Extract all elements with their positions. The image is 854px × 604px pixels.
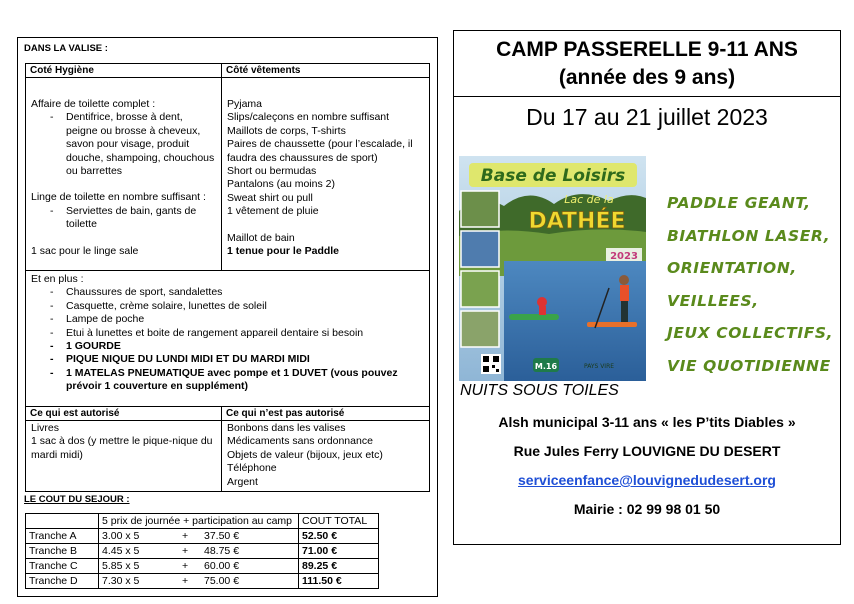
poster-sub: Lac de la [564,193,614,206]
sac-linge: 1 sac pour le linge sale [31,244,139,257]
tranche-total: 52.50 € [299,529,379,544]
cout-title: LE COUT DU SEJOUR : [24,494,130,505]
base-loisirs-poster [459,156,646,381]
tranche-total: 71.00 € [299,544,379,559]
camp-title-line2: (année des 9 ans) [558,66,736,89]
activity-item: VEILLEES, [667,291,759,310]
en-plus-bold-item: - PIQUE NIQUE DU LUNDI MIDI ET DU MARDI MIDI [31,353,425,366]
tranche-label: Tranche A [26,529,99,544]
non-autorise-line: Médicaments sans ordonnance [227,435,373,448]
col-total-header: COUT TOTAL [299,514,379,529]
col-prix-header: 5 prix de journée + participation au camp [99,514,299,529]
en-plus-item: - Chaussures de sport, sandalettes [31,286,425,299]
tranche-prix: 3.00 x 5 + 37.50 € [99,529,299,544]
vetement-line: 1 vêtement de pluie [227,205,319,218]
hygiene-header: Coté Hygiène [26,64,221,78]
non-autorise-cell [221,406,430,492]
cout-table [25,513,379,589]
vetement-line: Pantalons (au moins 2) [227,178,335,191]
email-link[interactable]: serviceenfance@louvignedudesert.org [518,472,776,488]
non-autorise-header: Ce qui n’est pas autorisé [222,407,429,421]
maillot-line: Maillot de bain [227,231,295,244]
poster-name: DATHÉE [528,209,626,234]
vetement-line: Slips/caleçons en nombre suffisant [227,111,390,124]
autorise-cell [25,406,222,492]
linge-item: - Serviettes de bain, gants de toilette [31,205,217,232]
vetement-line: Short ou bermudas [227,165,317,178]
linge-intro: Linge de toilette en nombre suffisant : [31,191,206,204]
autorise-header: Ce qui est autorisé [26,407,221,421]
vetement-line: Maillots de corps, T-shirts [227,124,346,137]
autorise-line: 1 sac à dos (y mettre le pique-nique du mardi midi) [31,435,213,461]
en-plus-bold-item: - 1 GOURDE [31,340,425,353]
non-autorise-line: Argent [227,475,258,488]
tranche-prix: 5.85 x 5 + 60.00 € [99,559,299,574]
hygiene-item: - Dentifrice, brosse à dent, peigne ou brosse à cheveux, savon pour visage, produit douche, shampoing, chouchous ou barrettes [31,111,217,178]
paddle-line: 1 tenue pour le Paddle [227,245,340,258]
table-row [26,574,379,589]
en-plus-bold-item: - 1 MATELAS PNEUMATIQUE avec pompe et 1 DUVET (vous pouvez prévoir 1 couverture en supplément) [31,367,425,394]
camp-panel [453,30,841,545]
activity-item: ORIENTATION, [667,259,797,278]
tranche-label: Tranche D [26,574,99,589]
valise-panel [17,37,438,597]
tranche-prix: 7.30 x 5 + 75.00 € [99,574,299,589]
non-autorise-line: Téléphone [227,462,277,475]
en-plus-intro: Et en plus : [31,273,84,285]
tranche-total: 89.25 € [299,559,379,574]
non-autorise-line: Objets de valeur (bijoux, jeux etc) [227,448,383,461]
camp-title-line1: CAMP PASSERELLE 9-11 ANS [496,38,798,61]
activity-item: JEUX COLLECTIFS, [667,324,834,343]
tranche-label: Tranche C [26,559,99,574]
activity-item: VIE QUOTIDIENNE [667,356,831,375]
table-row [26,514,379,529]
vetement-line: Paires de chaussette (pour l’escalade, il faudra des chaussures de sport) [227,138,413,164]
poster-pays: PAYS VIRE [583,363,615,370]
camp-dates: Du 17 au 21 juillet 2023 [526,104,768,130]
mairie-phone: Mairie : 02 99 98 01 50 [573,501,721,517]
en-plus-item: - Lampe de poche [31,313,425,326]
activities-list [667,187,833,383]
nuits-sous-toiles: NUITS SOUS TOILES [460,382,619,399]
table-row [26,559,379,574]
table-row [26,544,379,559]
table-row [26,529,379,544]
poster-brand: Base de Loisirs [480,166,626,186]
vetement-line: Sweat shirt ou pull [227,191,313,204]
autorise-line: Livres [31,422,60,434]
tranche-total: 111.50 € [299,574,379,589]
camp-title [454,31,840,97]
hygiene-cell [25,63,222,271]
en-plus-cell [25,270,430,407]
tranche-label: Tranche B [26,544,99,559]
en-plus-item: - Casquette, crème solaire, lunettes de soleil [31,300,425,313]
poster-year: 2023 [610,251,638,262]
valise-title: DANS LA VALISE : [24,43,108,54]
tranche-prix: 4.45 x 5 + 48.75 € [99,544,299,559]
poster-logo: M.16 [534,362,558,371]
en-plus-item: - Etui à lunettes et boite de rangement appareil dentaire si besoin [31,327,425,340]
table-cell [26,514,99,529]
poster-image [459,156,646,381]
activity-item: PADDLE GEANT, [667,194,811,212]
alsh-line: Alsh municipal 3-11 ans « les P’tits Diables » [498,414,796,430]
activity-item: BIATHLON LASER, [667,226,831,245]
vetements-header: Côté vêtements [222,64,429,78]
vetement-line: Pyjama [227,98,263,110]
vetements-cell [221,63,430,271]
hygiene-intro: Affaire de toilette complet : [31,98,156,110]
non-autorise-line: Bonbons dans les valises [227,422,346,434]
address-line: Rue Jules Ferry LOUVIGNE DU DESERT [513,443,781,459]
